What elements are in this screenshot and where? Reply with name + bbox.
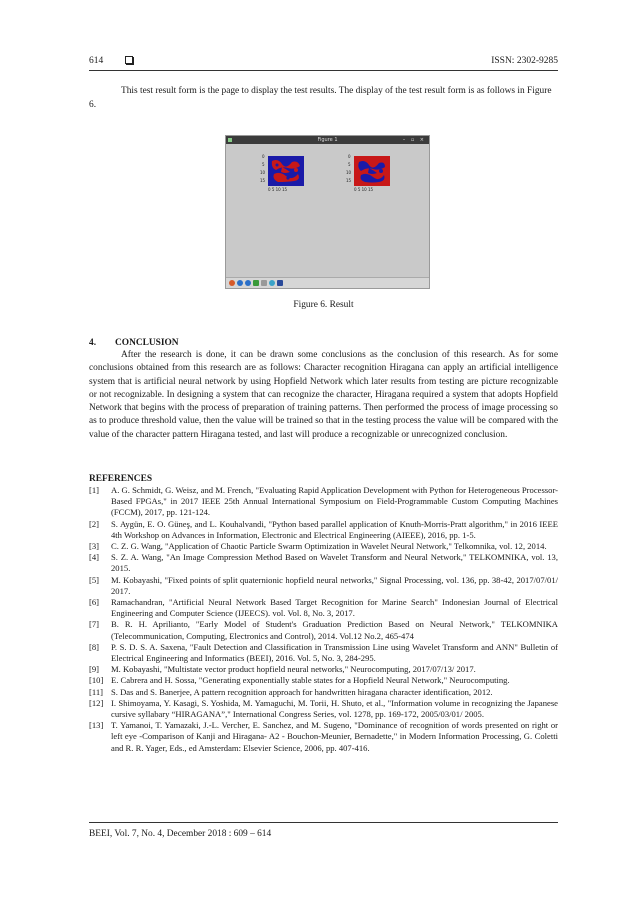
forward-arrow-icon[interactable]: [245, 280, 251, 286]
figure-titlebar: [226, 136, 429, 144]
references-heading: REFERENCES: [89, 474, 153, 484]
reference-text: S. Aygün, E. O. Güneş, and L. Kouhalvandi, "Python based parallel application of Knuth-Morris-Pratt algorithm," in 2016 IEEE 4th Workshop on Advances in Information, Electronic and Electrical Engineering (AIEEE), 2016, pp. 1-5.: [111, 518, 558, 540]
reference-item: [89, 519, 558, 541]
reference-text: C. Z. G. Wang, "Application of Chaotic Particle Swarm Optimization in Wavelet Neural Network," Telkomnika, vol. 12, 2014.: [111, 541, 547, 552]
footer-text: BEEI, Vol. 7, No. 4, December 2018 : 609 – 614: [89, 829, 272, 839]
reference-item: [89, 642, 558, 664]
reference-number: [11]: [89, 686, 103, 697]
back-arrow-icon[interactable]: [237, 280, 243, 286]
header-rule: [89, 70, 558, 71]
right-y-tick: 5: [348, 162, 351, 167]
reference-text: M. Kobayashi, "Fixed points of split quaternionic hopfield neural networks," Signal Processing, vol. 136, pp. 38-42, 2017/07/01/ 2017.: [111, 574, 558, 596]
figure-toolbar: [226, 277, 429, 288]
reference-number: [3]: [89, 541, 100, 552]
reference-number: [8]: [89, 641, 100, 652]
reference-item: [89, 664, 558, 675]
reference-text: A. G. Schmidt, G. Weisz, and M. French, "Evaluating Rapid Application Development with Python for Heterogeneous Processor-Based FPGAs," in 2017 IEEE 25th Annual International Symposium on Field-Programmable Custom Computing Machines (FCCM), 2017, pp. 121-124.: [111, 485, 558, 518]
reference-text: P. S. D. S. A. Saxena, "Fault Detection and Classification in Transmission Line using Wavelet Transform and ANN" Bulletin of Electrical Engineering and Informatics (BEEI), 2016. Vol. 5, No. 3, 284-295.: [111, 641, 558, 664]
right-plot-svg: [354, 156, 390, 186]
reference-item: [89, 687, 558, 698]
section-heading: [89, 338, 179, 348]
reference-number: [10]: [89, 675, 104, 686]
reference-text: T. Yamanoi, T. Yamazaki, J.-L. Vercher, E. Sanchez, and M. Sugeno, "Dominance of recognition of words presented on right or left eye -Comparison of Kanji and Hiragana- A2 - Bouchon-Meunier, Bernadette," in Modern Information Processing, G. Coletti and R. R. Yager, Eds., ed Amsterdam: Elsevier Science, 2006, pp. 407-416.: [111, 720, 558, 753]
reference-number: [5]: [89, 574, 100, 585]
right-y-tick: 15: [346, 178, 352, 183]
reference-number: [1]: [89, 485, 100, 495]
conclusion-paragraph: After the research is done, it can be drawn some conclusions as the conclusion of this research. As for some conclusions obtained from this research are as follows: Character recognition Hiragana can apply an artificial intelligence system that is artificial neural network by using Hopfield Network which later results from testing are picture recognizable or not recognizable. In designing a system that can recognize the character, Hiragana required a system that adopts Hopfield Network that begins with the process of preparation of training patterns. Then performed the process of image processing so as to produce threshold value, then the value will be trained so that in the testing process the value will be compared with the value of the character pattern Hiragana tested, and last will produce a recognizable or unrecognized conclusion.: [89, 350, 558, 440]
references-list: [89, 485, 558, 754]
configure-subplots-icon[interactable]: [269, 280, 275, 286]
pan-icon[interactable]: [253, 280, 259, 286]
reference-text: M. Kobayashi, "Multistate vector product hopfield neural networks," Neurocomputing, 2017/07/13/ 2017.: [111, 664, 476, 675]
reference-item: [89, 552, 558, 574]
left-plot-svg: [268, 156, 304, 186]
left-y-tick: 0: [262, 154, 265, 159]
home-icon[interactable]: [229, 280, 235, 286]
section-number: 4.: [89, 338, 97, 348]
figure-caption: Figure 6. Result: [293, 300, 354, 310]
right-y-tick: 0: [348, 154, 351, 159]
reference-item: [89, 597, 558, 619]
footer-rule: [89, 822, 558, 823]
figure-window: [225, 135, 430, 289]
reference-number: [12]: [89, 697, 104, 708]
reference-number: [4]: [89, 552, 100, 563]
page-number: 614: [89, 56, 104, 66]
left-y-tick: 5: [262, 162, 265, 167]
right-x-ticks: 0 5 10 15: [354, 187, 374, 192]
reference-number: [13]: [89, 720, 104, 731]
reference-number: [9]: [89, 664, 100, 675]
checkbox-square-icon: [125, 56, 133, 64]
right-y-tick: 10: [346, 170, 352, 175]
page-header: [89, 56, 558, 76]
reference-text: S. Das and S. Banerjee, A pattern recognition approach for handwritten hiragana character identification, 2012.: [111, 686, 493, 697]
reference-item: [89, 675, 558, 686]
reference-item: [89, 541, 558, 552]
left-x-ticks: 0 5 10 15: [268, 187, 288, 192]
page-footer: [89, 822, 558, 839]
reference-number: [6]: [89, 597, 100, 608]
left-y-tick: 10: [260, 170, 266, 175]
right-plot-image: [354, 156, 390, 186]
issn-label: ISSN: 2302-9285: [491, 56, 558, 66]
reference-number: [2]: [89, 518, 100, 529]
intro-paragraph: This test result form is the page to display the test results. The display of the test result form is as follows in Figure 6.: [89, 86, 552, 110]
zoom-icon[interactable]: [261, 280, 267, 286]
reference-text: B. R. H. Aprilianto, "Early Model of Student's Graduation Prediction Based on Neural Network," TELKOMNIKA (Telecommunication, Computing, Electronics and Control), 2014. Vol.12 No.2, 465-474: [111, 619, 558, 641]
section-title: CONCLUSION: [115, 338, 179, 348]
reference-text: S. Z. A. Wang, "An Image Compression Method Based on Wavelet Transform and Neural Network," TELKOMNIKA, vol. 13, 2015.: [111, 552, 558, 574]
left-y-tick: 15: [260, 178, 266, 183]
reference-item: [89, 720, 558, 754]
left-plot-image: [268, 156, 304, 186]
reference-item: [89, 575, 558, 597]
save-icon[interactable]: [277, 280, 283, 286]
reference-item: [89, 698, 558, 720]
reference-number: [7]: [89, 619, 100, 630]
figure-window-title: Figure 1: [317, 137, 338, 143]
reference-item: [89, 619, 558, 641]
reference-text: I. Shimoyama, Y. Kasagi, S. Yoshida, M. Yamaguchi, M. Torii, H. Shuto, et al., "Information volume in recognizing the Japanese cursive syllabary “HIRAGANA”," International Congress Series, vol. 1278, pp. 169-172, 2005/03/01/ 2005.: [111, 697, 558, 720]
reference-text: E. Cabrera and H. Sossa, "Generating exponentially stable states for a Hopfield Neural Network," Neurocomputing.: [111, 675, 510, 686]
reference-text: Ramachandran, "Artificial Neural Network Based Target Recognition for Marine Search" Indonesian Journal of Electrical Engineering and Computer Science (IJEECS). vol. Vol. 8, No. 3, 2017.: [111, 597, 558, 619]
reference-item: [89, 485, 558, 519]
window-control-buttons[interactable]: – ▫ ×: [402, 137, 426, 143]
